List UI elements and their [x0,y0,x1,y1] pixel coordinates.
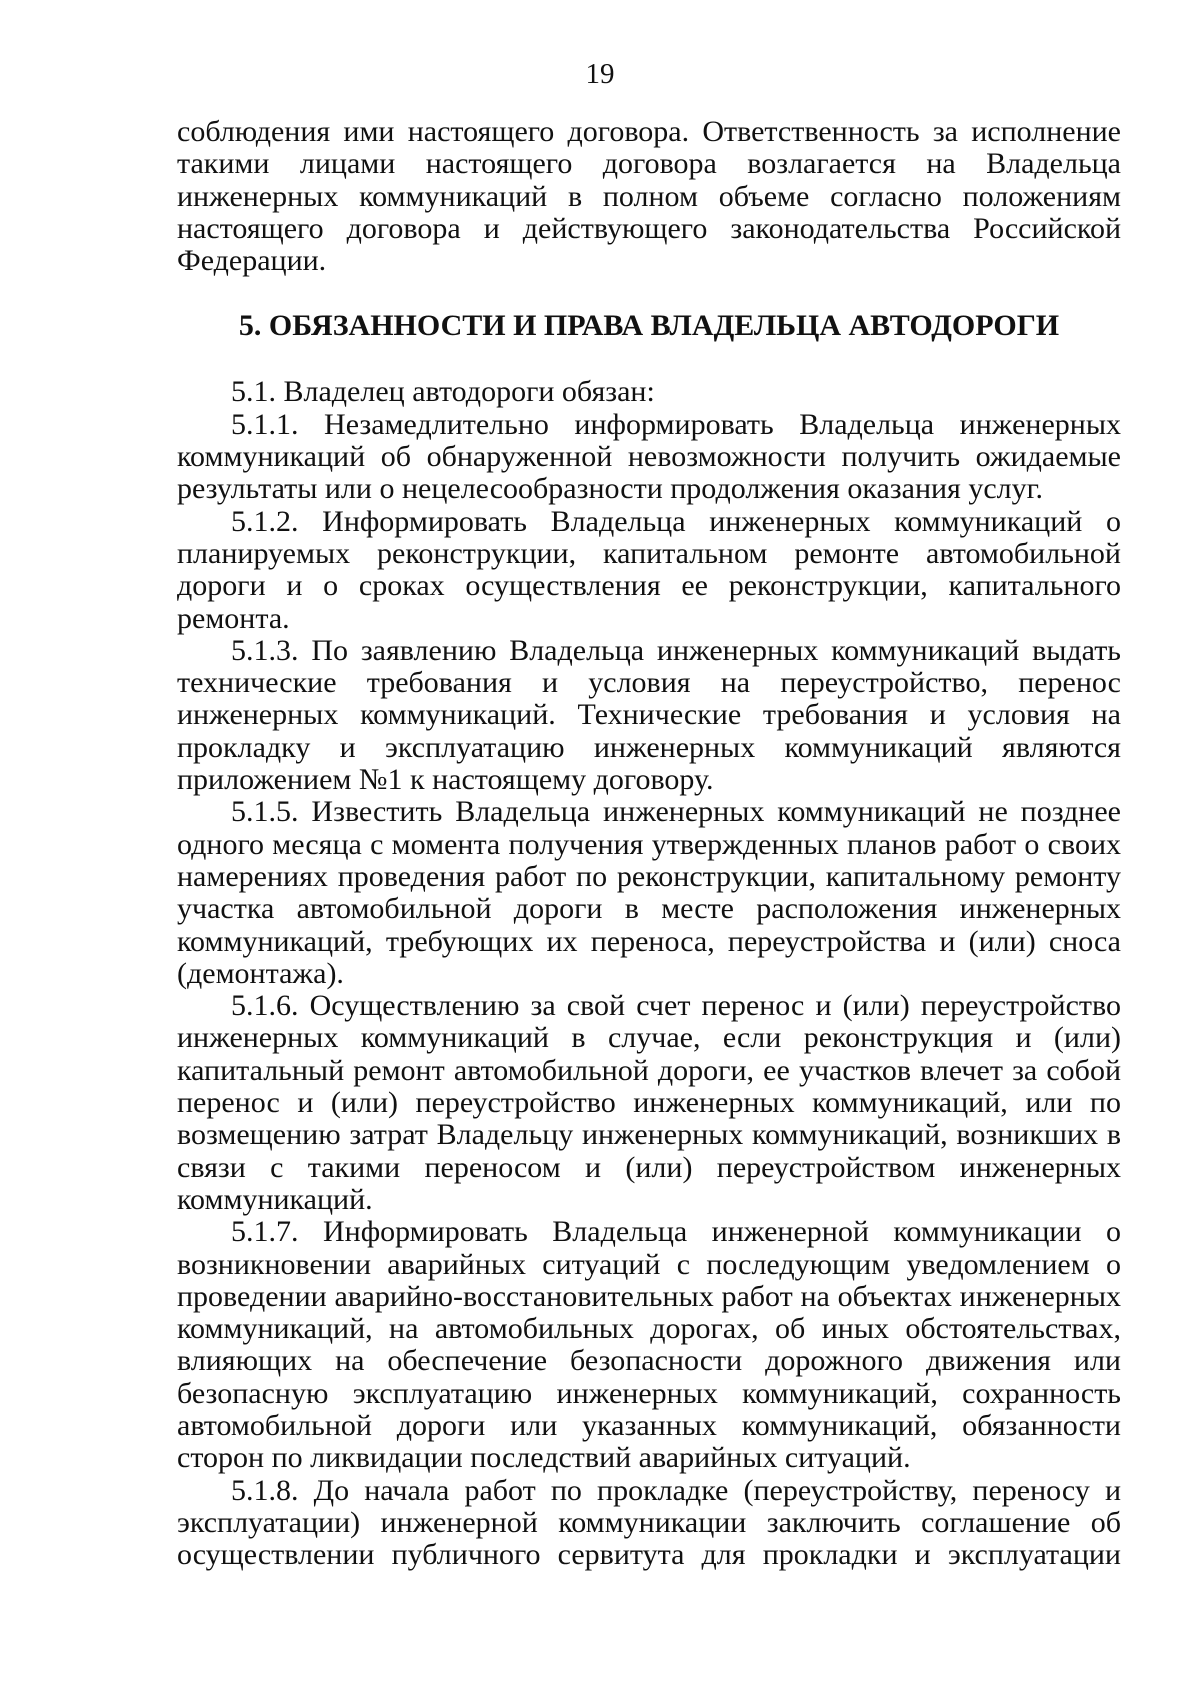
clause-5-1: 5.1. Владелец автодороги обязан: [231,375,655,409]
clause-5-1-6: 5.1.6. Осуществлению за свой счет перенос и (или) переустройство инженерных коммуникаций в случае, если реконструкция и (или) капитальный ремонт автомобильной дороги, ее участков влечет за собой перенос и (или) переустройство инженерных коммуникаций, или по возмещению затрат Владельцу инженерных коммуникаций, возникших в связи с такими переносом и (или) переустройством инженерных коммуникаций. [177,989,1121,1216]
clause-5-1-7: 5.1.7. Информировать Владельца инженерной коммуникации о возникновении аварийных ситуаций с последующим уведомлением о проведении аварийно-восстановительных работ на объектах инженерных коммуникаций, на автомобильных дорогах, об иных обстоятельствах, влияющих на обеспечение безопасности дорожного движения или безопасную эксплуатацию инженерных коммуникаций, сохранность автомобильной дороги или указанных коммуникаций, обязанности сторон по ликвидации последствий аварийных ситуаций. [177,1215,1121,1475]
intro-paragraph: соблюдения ими настоящего договора. Ответственность за исполнение такими лицами настоящего договора возлагается на Владельца инженерных коммуникаций в полном объеме согласно положениям настоящего договора и действующего законодательства Российской Федерации. [177,115,1121,278]
page-number: 19 [585,58,615,90]
clause-5-1-8: 5.1.8. До начала работ по прокладке (переустройству, переносу и эксплуатации) инженерной коммуникации заключить соглашение об осуществлении публичного сервитута для прокладки и эксплуатации [177,1473,1121,1572]
clause-5-1-1: 5.1.1. Незамедлительно информировать Владельца инженерных коммуникаций об обнаруженной невозможности получить ожидаемые результаты или о нецелесообразности продолжения оказания услуг. [177,407,1121,506]
clause-5-1-3: 5.1.3. По заявлению Владельца инженерных коммуникаций выдать технические требования и условия на переустройство, перенос инженерных коммуникаций. Технические требования и условия на прокладку и эксплуатацию инженерных коммуникаций являются приложением №1 к настоящему договору. [177,633,1121,797]
clause-5-1-2: 5.1.2. Информировать Владельца инженерных коммуникаций о планируемых реконструкции, капитальном ремонте автомобильной дороги и о сроках осуществления ее реконструкции, капитального ремонта. [177,504,1121,635]
clause-5-1-5: 5.1.5. Известить Владельца инженерных коммуникаций не позднее одного месяца с момента получения утвержденных планов работ о своих намерениях проведения работ по реконструкции, капитальному ремонту участка автомобильной дороги в месте расположения инженерных коммуникаций, требующих их переноса, переустройства и (или) сноса (демонтажа). [177,795,1121,990]
section-heading: 5. ОБЯЗАННОСТИ И ПРАВА ВЛАДЕЛЬЦА АВТОДОРОГИ [238,309,1060,343]
document-body [177,116,1121,1571]
